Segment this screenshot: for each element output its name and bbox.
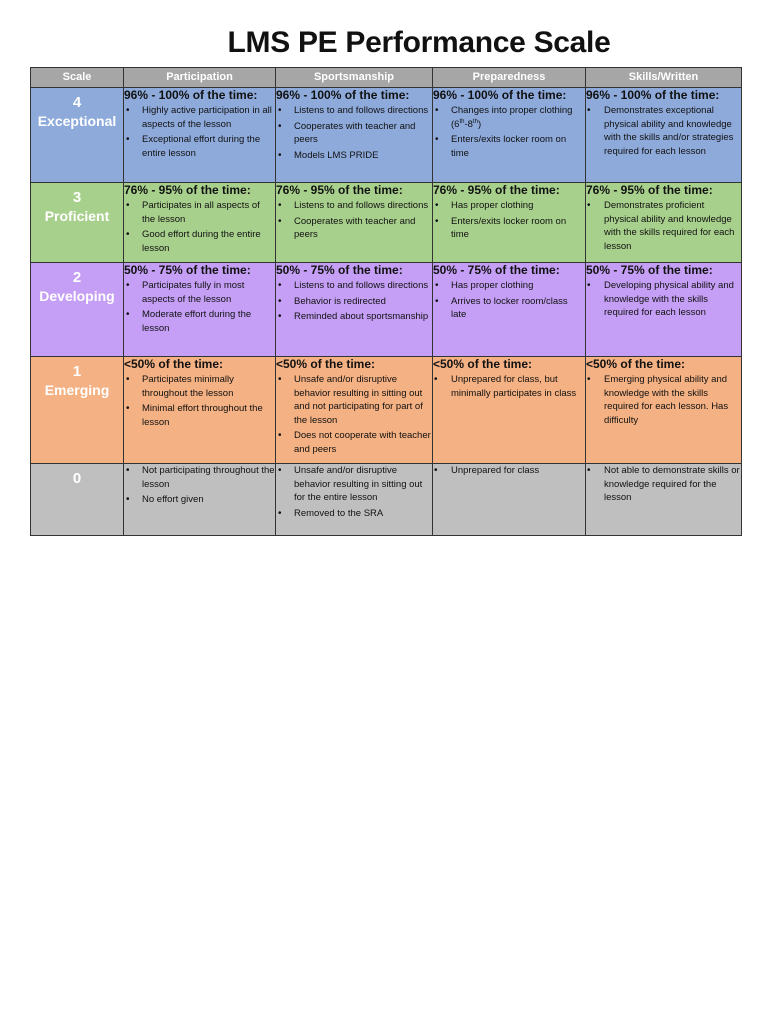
list-item: • Emerging physical ability and knowledge with the skills required for each lesson. Has difficulty — [586, 373, 741, 427]
cell-heading: <50% of the time: — [433, 357, 533, 371]
list-item: • Enters/exits locker room on time — [433, 133, 585, 160]
cell-heading: 96% - 100% of the time: — [124, 88, 258, 102]
scale-number: 3 — [72, 189, 82, 206]
scale-level: Exceptional — [37, 113, 117, 129]
list-item: • Unprepared for class — [433, 464, 585, 478]
list-item: • Listens to and follows directions — [276, 279, 432, 293]
header-skills-written: Skills/Written — [586, 68, 742, 88]
sportsmanship-cell — [276, 88, 433, 183]
row-developing — [31, 263, 742, 357]
header-participation: Participation — [124, 68, 276, 88]
sportsmanship-cell — [276, 357, 433, 464]
cell-heading: <50% of the time: — [586, 357, 686, 371]
list-item: • Has proper clothing — [433, 279, 585, 293]
cell-heading: 96% - 100% of the time: — [586, 88, 720, 102]
skills-written-cell — [586, 183, 742, 263]
page-title: LMS PE Performance Scale — [227, 26, 611, 59]
cell-heading: 50% - 75% of the time: — [433, 263, 560, 277]
list-item: • Cooperates with teacher and peers — [276, 215, 432, 242]
list-item: • Unprepared for class, but minimally participates in class — [433, 373, 585, 400]
list-item: • No effort given — [124, 493, 275, 507]
scale-number: 4 — [72, 94, 82, 111]
participation-cell — [124, 88, 276, 183]
list-item: • Unsafe and/or disruptive behavior resulting in sitting out and not participating for part of the lesson — [276, 373, 432, 427]
scale-number: 0 — [72, 470, 82, 487]
participation-cell — [124, 183, 276, 263]
scale-number: 2 — [72, 269, 82, 286]
participation-cell — [124, 464, 276, 536]
list-item: • Behavior is redirected — [276, 295, 432, 309]
row-emerging — [31, 357, 742, 464]
sportsmanship-cell — [276, 464, 433, 536]
scale-cell — [31, 88, 124, 183]
list-item: • Has proper clothing — [433, 199, 585, 213]
cell-heading: <50% of the time: — [124, 357, 224, 371]
list-item: • Participates in all aspects of the lesson — [124, 199, 275, 226]
sportsmanship-cell — [276, 183, 433, 263]
cell-heading: 50% - 75% of the time: — [276, 263, 403, 277]
performance-scale-table — [30, 67, 742, 536]
cell-heading: 50% - 75% of the time: — [124, 263, 251, 277]
cell-heading: 96% - 100% of the time: — [433, 88, 567, 102]
cell-heading: 76% - 95% of the time: — [124, 183, 251, 197]
list-item: • Demonstrates proficient physical ability and knowledge with the skills required for each lesson — [586, 199, 741, 253]
cell-heading: 76% - 95% of the time: — [586, 183, 713, 197]
cell-heading: 76% - 95% of the time: — [276, 183, 403, 197]
header-preparedness: Preparedness — [433, 68, 586, 88]
scale-cell — [31, 263, 124, 357]
list-item: • Changes into proper clothing (6th-8th) — [433, 104, 585, 131]
preparedness-cell — [433, 88, 586, 183]
list-item: • Models LMS PRIDE — [276, 149, 432, 163]
header-sportsmanship: Sportsmanship — [276, 68, 433, 88]
list-item: • Exceptional effort during the entire lesson — [124, 133, 275, 160]
row-zero — [31, 464, 742, 536]
list-item: • Enters/exits locker room on time — [433, 215, 585, 242]
list-item: • Highly active participation in all aspects of the lesson — [124, 104, 275, 131]
scale-level: Emerging — [44, 382, 110, 398]
scale-level: Developing — [39, 288, 115, 304]
list-item: • Unsafe and/or disruptive behavior resulting in sitting out for the entire lesson — [276, 464, 432, 505]
list-item: • Listens to and follows directions — [276, 104, 432, 118]
preparedness-cell — [433, 357, 586, 464]
list-item: • Arrives to locker room/class late — [433, 295, 585, 322]
list-item: • Good effort during the entire lesson — [124, 228, 275, 255]
scale-cell — [31, 357, 124, 464]
participation-cell — [124, 263, 276, 357]
list-item: • Participates fully in most aspects of the lesson — [124, 279, 275, 306]
preparedness-cell — [433, 263, 586, 357]
skills-written-cell — [586, 464, 742, 536]
scale-level: Proficient — [44, 208, 110, 224]
list-item: • Participates minimally throughout the lesson — [124, 373, 275, 400]
header-scale: Scale — [31, 68, 124, 88]
list-item: • Does not cooperate with teacher and peers — [276, 429, 432, 456]
row-exceptional — [31, 88, 742, 183]
scale-cell — [31, 183, 124, 263]
sportsmanship-cell — [276, 263, 433, 357]
list-item: • Cooperates with teacher and peers — [276, 120, 432, 147]
list-item: • Minimal effort throughout the lesson — [124, 402, 275, 429]
scale-cell — [31, 464, 124, 536]
list-item: • Demonstrates exceptional physical ability and knowledge with the skills and/or strategies required for each lesson — [586, 104, 741, 158]
participation-cell — [124, 357, 276, 464]
row-proficient — [31, 183, 742, 263]
list-item: • Reminded about sportsmanship — [276, 310, 432, 324]
list-item: • Not participating throughout the lesson — [124, 464, 275, 491]
list-item: • Removed to the SRA — [276, 507, 432, 521]
list-item: • Developing physical ability and knowledge with the skills required for each lesson — [586, 279, 741, 320]
list-item: • Listens to and follows directions — [276, 199, 432, 213]
skills-written-cell — [586, 357, 742, 464]
skills-written-cell — [586, 88, 742, 183]
cell-heading: 76% - 95% of the time: — [433, 183, 560, 197]
scale-number: 1 — [72, 363, 82, 380]
list-item: • Not able to demonstrate skills or knowledge required for the lesson — [586, 464, 741, 505]
preparedness-cell — [433, 183, 586, 263]
list-item: • Moderate effort during the lesson — [124, 308, 275, 335]
cell-heading: <50% of the time: — [276, 357, 376, 371]
cell-heading: 50% - 75% of the time: — [586, 263, 713, 277]
preparedness-cell — [433, 464, 586, 536]
skills-written-cell — [586, 263, 742, 357]
cell-heading: 96% - 100% of the time: — [276, 88, 410, 102]
header-row — [31, 68, 742, 88]
